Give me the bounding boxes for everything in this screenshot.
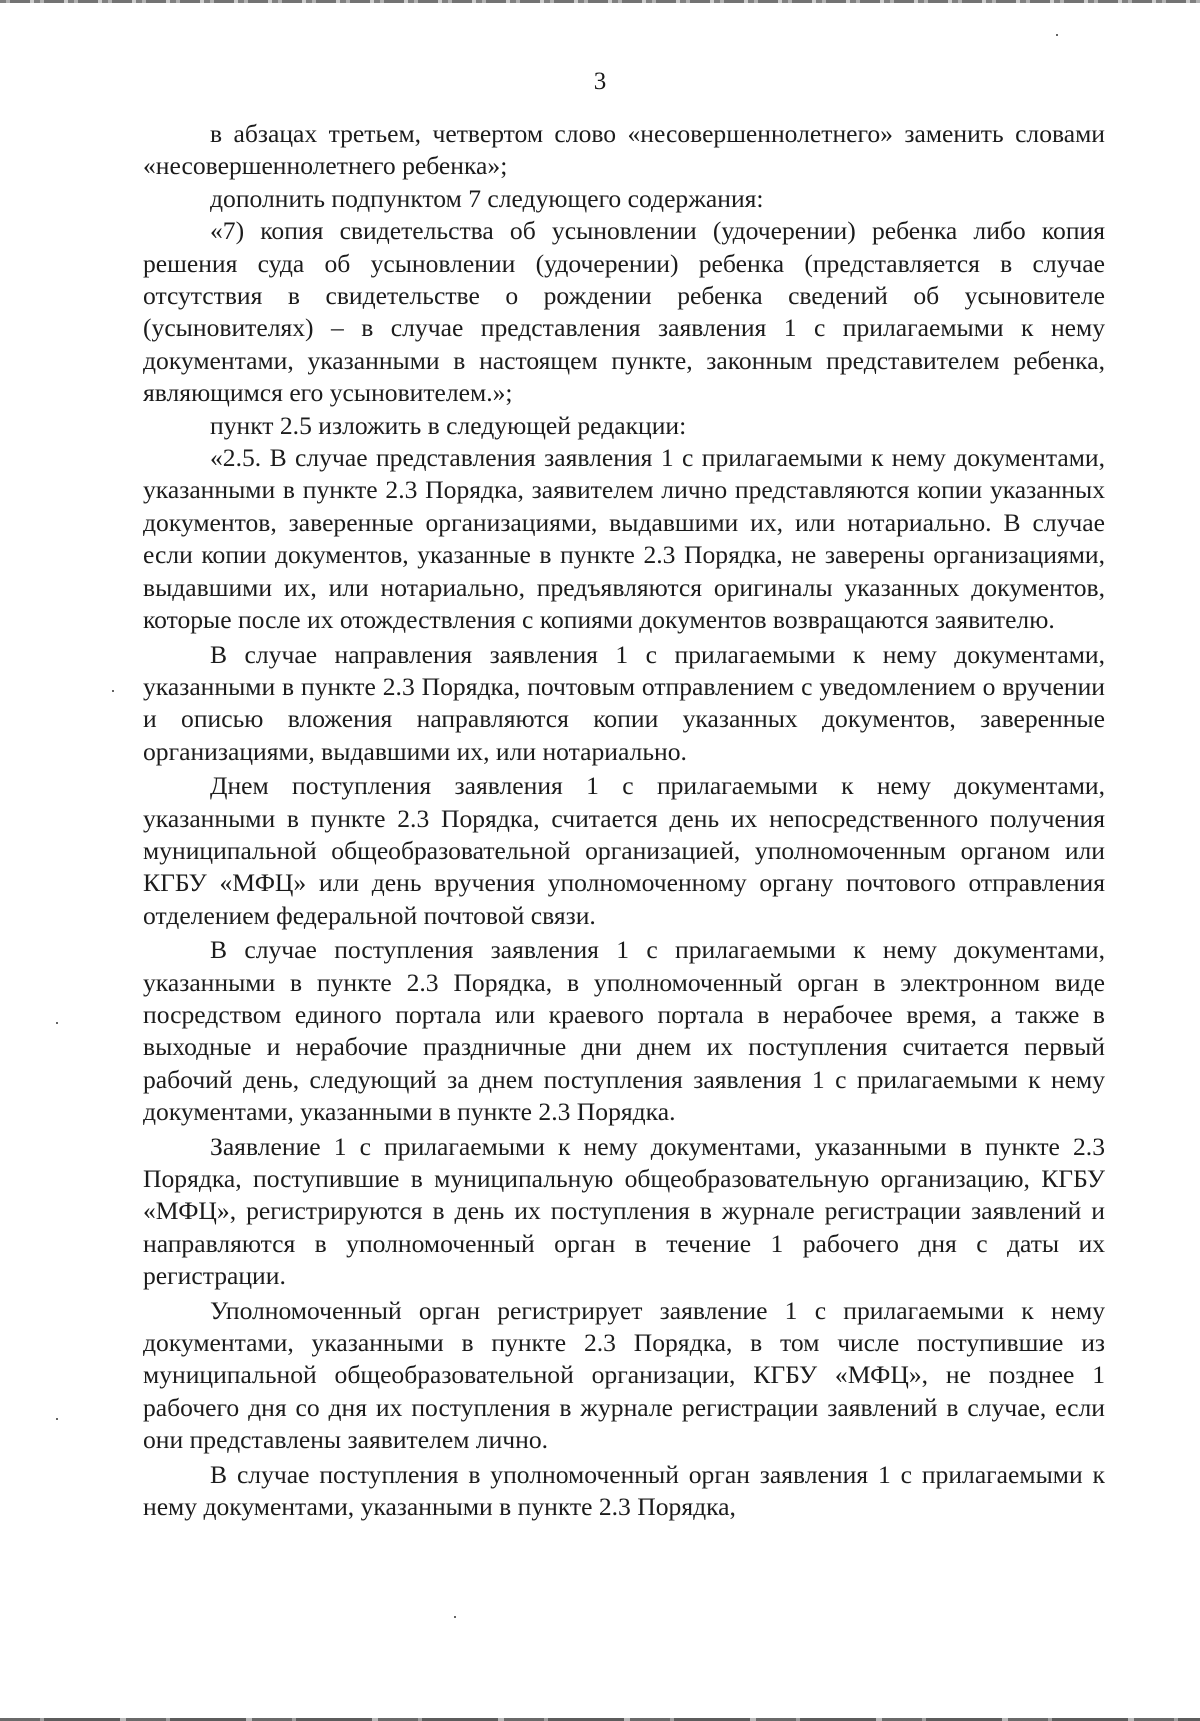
document-body bbox=[143, 118, 1105, 1523]
paragraph-electronic-submission: В случае поступления заявления 1 с прилагаемыми к нему документами, указанными в пункте 2.3 Порядка, в уполномоченный орган в электронном виде посредством единого портала или краевого портала в нерабочее время, а также в выходные и нерабочие праздничные дни днем их поступления считается первый рабочий день, следующий за днем поступления заявления 1 с прилагаемыми к нему документами, указанными в пункте 2.3 Порядка. bbox=[143, 935, 1105, 1127]
paragraph-registration-mfc: Заявление 1 с прилагаемыми к нему документами, указанными в пункте 2.3 Порядка, поступившие в муниципальную общеобразовательную организацию, КГБУ «МФЦ», регистрируются в день их поступления в журнале регистрации заявлений и направляются в уполномоченный орган в течение 1 рабочего дня с даты их регистрации. bbox=[143, 1131, 1105, 1291]
scan-speck bbox=[56, 1022, 58, 1024]
scan-speck bbox=[56, 1418, 58, 1420]
paragraph-amendment-words: в абзацах третьем, четвертом слово «несовершеннолетнего» заменить словами «несовершеннолетнего ребенка»; bbox=[143, 119, 1105, 181]
paragraph-point-2-5-intro: пункт 2.5 изложить в следующей редакции: bbox=[210, 410, 687, 440]
scan-speck bbox=[454, 1616, 456, 1618]
paragraph-point-2-5: «2.5. В случае представления заявления 1 с прилагаемыми к нему документами, указанными в пункте 2.3 Порядка, заявителем лично представляются копии указанных документов, заверенные организациями, выдавшими их, или нотариально. В случае если копии документов, указанные в пункте 2.3 Порядка, не заверены организациями, выдавшими их, или нотариально, предъявляются оригиналы указанных документов, которые после их отождествления с копиями документов возвращаются заявителю. bbox=[143, 443, 1105, 635]
page-number: 3 bbox=[593, 68, 607, 95]
paragraph-registration-authority: Уполномоченный орган регистрирует заявление 1 с прилагаемыми к нему документами, указанными в пункте 2.3 Порядка, в том числе поступившие из муниципальной общеобразовательной организации, КГБУ «МФЦ», не позднее 1 рабочего дня со дня их поступления в журнале регистрации заявлений в случае, если они представлены заявителем лично. bbox=[143, 1295, 1105, 1455]
paragraph-subpoint-7: «7) копия свидетельства об усыновлении (удочерении) ребенка либо копия решения суда об усыновлении (удочерении) ребенка (представляется в случае отсутствия в свидетельстве о рождении ребенка сведений об усыновителе (усыновителях) – в случае представления заявления 1 с прилагаемыми к нему документами, указанными в настоящем пункте, законным представителем ребенка, являющимся его усыновителем.»; bbox=[143, 216, 1105, 408]
scan-speck bbox=[112, 690, 114, 692]
scan-speck bbox=[1056, 34, 1058, 36]
paragraph-add-subpoint: дополнить подпунктом 7 следующего содержания: bbox=[210, 183, 764, 213]
paragraph-postal-submission: В случае направления заявления 1 с прилагаемыми к нему документами, указанными в пункте 2.3 Порядка, почтовым отправлением с уведомлением о вручении и описью вложения направляются копии указанных документов, заверенные организациями, выдавшими их, или нотариально. bbox=[143, 639, 1105, 766]
scan-top-edge bbox=[0, 0, 1200, 3]
paragraph-receipt-date: Днем поступления заявления 1 с прилагаемыми к нему документами, указанными в пункте 2.3 Порядка, считается день их непосредственного получения муниципальной общеобразовательной организацией, уполномоченным органом или КГБУ «МФЦ» или день вручения уполномоченному органу почтового отправления отделением федеральной почтовой связи. bbox=[143, 771, 1105, 930]
paragraph-continuation: В случае поступления в уполномоченный орган заявления 1 с прилагаемыми к нему документами, указанными в пункте 2.3 Порядка, bbox=[143, 1459, 1105, 1522]
